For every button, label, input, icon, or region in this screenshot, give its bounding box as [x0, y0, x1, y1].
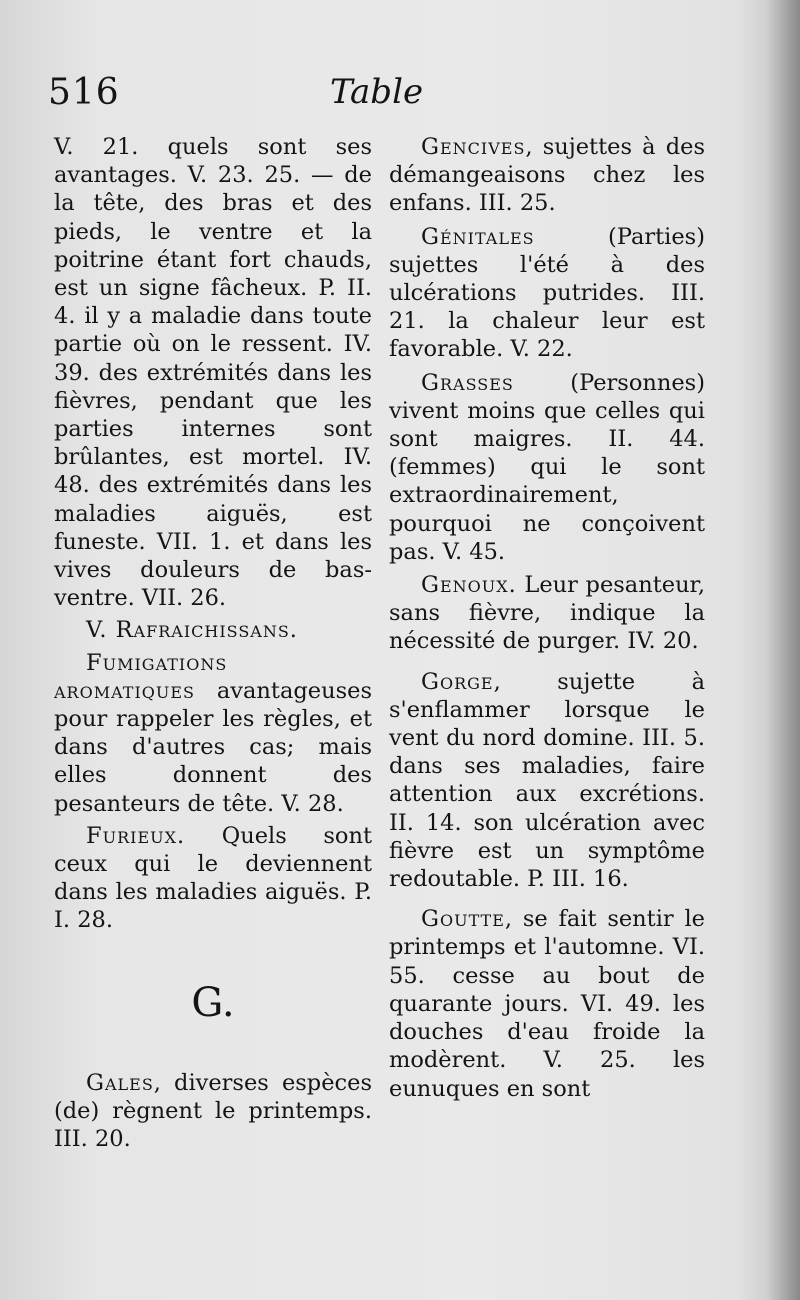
entry-text: avantageuses pour rappeler les règles, et dans d'autres cas; mais elles donnent des pesanteurs de tête. V. 28.	[54, 677, 372, 817]
entry-text: (Personnes) vivent moins que celles qui sont maigres. II. 44. (femmes) qui le sont extraordinairement, pourquoi ne conçoivent pas. V. 45.	[389, 369, 705, 565]
entry-text: , sujette à s'enflammer lorsque le vent du nord domine. III. 5. dans ses maladies, faire attention aux excrétions. II. 14. son ulcération avec fièvre est un symptôme redoutable. P. III. 16.	[389, 668, 705, 893]
section-letter: G.	[191, 979, 235, 1026]
entry-headword: Génitales	[421, 223, 535, 250]
index-entry	[389, 668, 705, 894]
cross-reference: V. Rafraichissans.	[86, 617, 298, 644]
running-head: Table	[330, 72, 424, 112]
page-number: 516	[48, 72, 120, 113]
right-column	[389, 133, 705, 1103]
index-entry	[54, 822, 372, 935]
index-entry	[54, 616, 372, 644]
index-entry	[54, 133, 372, 612]
entry-headword: Gales	[86, 1069, 154, 1096]
index-entry	[389, 905, 705, 1102]
entry-headword: Fumigations aromatiques	[54, 649, 228, 704]
entry-headword: Grasses	[421, 369, 514, 396]
index-entry	[389, 223, 705, 364]
entry-headword: Genoux.	[421, 572, 517, 599]
index-entry	[54, 1069, 372, 1154]
entry-text: (Parties) sujettes l'été à des ulcérations putrides. III. 21. la chaleur leur est favorable. V. 22.	[389, 223, 705, 363]
index-entry	[389, 369, 705, 566]
entry-text: Quels sont ceux qui le deviennent dans les maladies aiguës. P. I. 28.	[54, 822, 372, 934]
left-column	[54, 133, 372, 1153]
entry-text: Leur pesanteur, sans fièvre, indique la nécessité de purger. IV. 20.	[389, 572, 705, 655]
index-entry	[54, 649, 372, 818]
entry-text: V. 21. quels sont ses avantages. V. 23. 25. — de la tête, des bras et des pieds, le ventre et la poitrine étant fort chauds, est un signe fâcheux. P. II. 4. il y a maladie dans toute partie où on le ressent. IV. 39. des extrémités dans les fièvres, pendant que les parties internes sont brûlantes, est mortel. IV. 48. des extrémités dans les maladies aiguës, est funeste. VII. 1. et dans les vives douleurs de bas-ventre. VII. 26.	[54, 134, 372, 612]
entry-text: , sujettes à des démangeaisons chez les enfans. III. 25.	[389, 134, 705, 217]
entry-headword: Gencives	[421, 134, 526, 160]
page-header	[48, 72, 728, 132]
entry-text: , se fait sentir le printemps et l'automne. VI. 55. cesse au bout de quarante jours. VI. 49. les douches d'eau froide la modèrent. V. 25. les eunuques en sont	[389, 906, 705, 1102]
index-entry	[389, 133, 705, 218]
page-edge-shadow	[766, 0, 800, 1300]
entry-text: , diverses espèces (de) règnent le printemps. III. 20.	[54, 1069, 372, 1153]
entry-headword: Furieux.	[86, 822, 186, 849]
entry-headword: Gorge	[421, 668, 494, 695]
entry-headword: Goutte	[421, 906, 505, 933]
index-entry	[389, 571, 705, 656]
